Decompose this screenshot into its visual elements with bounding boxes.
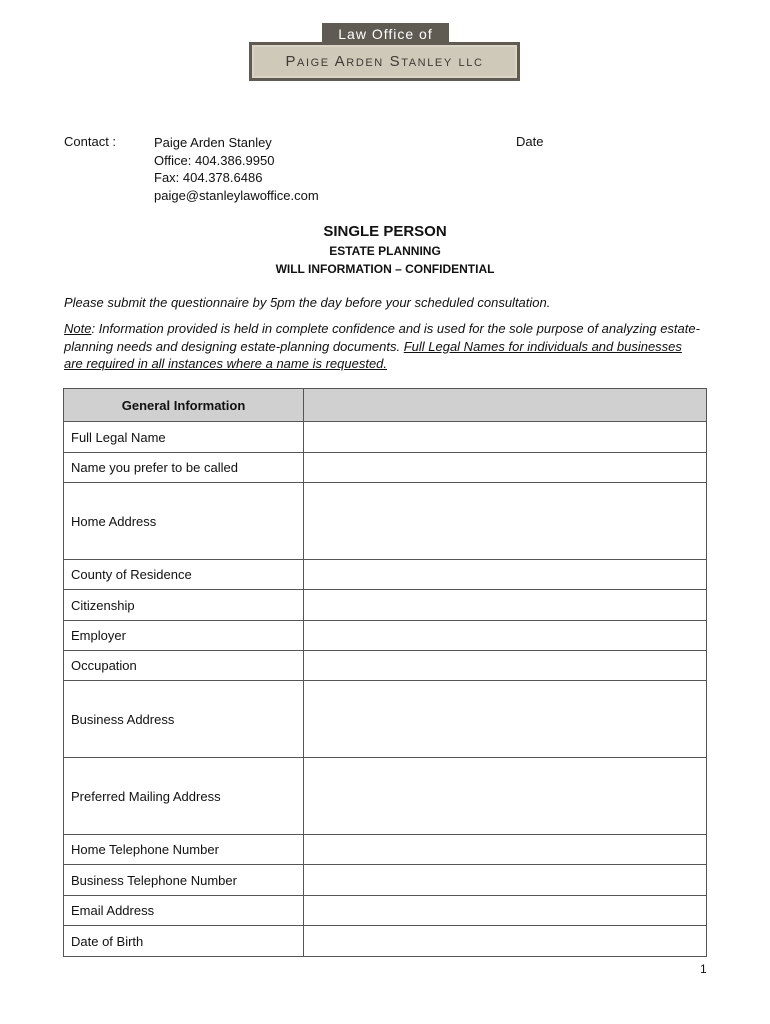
field-value-county-of-residence[interactable] (304, 560, 707, 590)
logo-top-banner: Law Office of (322, 23, 449, 44)
field-label-preferred-name: Name you prefer to be called (64, 453, 304, 483)
field-value-email-address[interactable] (304, 896, 707, 926)
submission-instructions: Please submit the questionnaire by 5pm the day before your scheduled consultation. (64, 295, 551, 310)
contact-label: Contact : (64, 134, 117, 149)
field-label-occupation: Occupation (64, 651, 304, 681)
field-label-home-address: Home Address (64, 483, 304, 560)
field-value-date-of-birth[interactable] (304, 926, 707, 957)
field-value-preferred-name[interactable] (304, 453, 707, 483)
contact-fax: Fax: 404.378.6486 (154, 170, 263, 185)
table-row (64, 758, 707, 835)
logo (249, 42, 520, 81)
confidentiality-note (64, 320, 704, 373)
table-row (64, 560, 707, 590)
field-value-occupation[interactable] (304, 651, 707, 681)
table-row (64, 453, 707, 483)
table-row (64, 651, 707, 681)
table-row (64, 681, 707, 758)
contact-name: Paige Arden Stanley (154, 135, 272, 150)
table-row (64, 865, 707, 896)
general-information-table (63, 388, 707, 957)
field-value-citizenship[interactable] (304, 590, 707, 621)
field-label-date-of-birth: Date of Birth (64, 926, 304, 957)
field-label-full-legal-name: Full Legal Name (64, 422, 304, 453)
field-value-preferred-mailing-address[interactable] (304, 758, 707, 835)
table-row (64, 896, 707, 926)
field-value-business-telephone[interactable] (304, 865, 707, 896)
note-legal-names-requirement: Full Legal Names for individuals and businesses are required in all instances where a name is requested. (64, 338, 682, 371)
table-row (64, 926, 707, 957)
page-number: 1 (700, 962, 707, 976)
table-row (64, 590, 707, 621)
document-subtitle-confidential: WILL INFORMATION – CONFIDENTIAL (275, 262, 495, 276)
field-label-business-address: Business Address (64, 681, 304, 758)
field-value-full-legal-name[interactable] (304, 422, 707, 453)
table-header-general-information: General Information (64, 389, 304, 422)
field-label-preferred-mailing-address: Preferred Mailing Address (64, 758, 304, 835)
table-header-blank (304, 389, 707, 422)
contact-email: paige@stanleylawoffice.com (154, 187, 319, 203)
note-text: : Information provided is held in complete confidence and is used for the sole purpose of analyzing estate-planning needs and designing estate-planning documents. (64, 321, 700, 354)
note-label: Note (64, 321, 92, 336)
field-value-home-address[interactable] (304, 483, 707, 560)
field-label-business-telephone: Business Telephone Number (64, 865, 304, 896)
table-header-row (64, 389, 707, 422)
field-value-business-address[interactable] (304, 681, 707, 758)
contact-details (154, 134, 319, 204)
document-subtitle: ESTATE PLANNING (329, 244, 441, 258)
contact-office-phone: Office: 404.386.9950 (154, 152, 275, 168)
table-row (64, 621, 707, 651)
table-row (64, 835, 707, 865)
table-row (64, 422, 707, 453)
field-label-email-address: Email Address (64, 896, 304, 926)
field-label-home-telephone: Home Telephone Number (64, 835, 304, 865)
document-title: SINGLE PERSON (323, 223, 447, 240)
field-label-citizenship: Citizenship (64, 590, 304, 621)
field-label-county-of-residence: County of Residence (64, 560, 304, 590)
field-value-employer[interactable] (304, 621, 707, 651)
field-value-home-telephone[interactable] (304, 835, 707, 865)
logo-name: Paige Arden Stanley llc (252, 45, 517, 78)
field-label-employer: Employer (64, 621, 304, 651)
table-row (64, 483, 707, 560)
date-label: Date (516, 134, 544, 149)
